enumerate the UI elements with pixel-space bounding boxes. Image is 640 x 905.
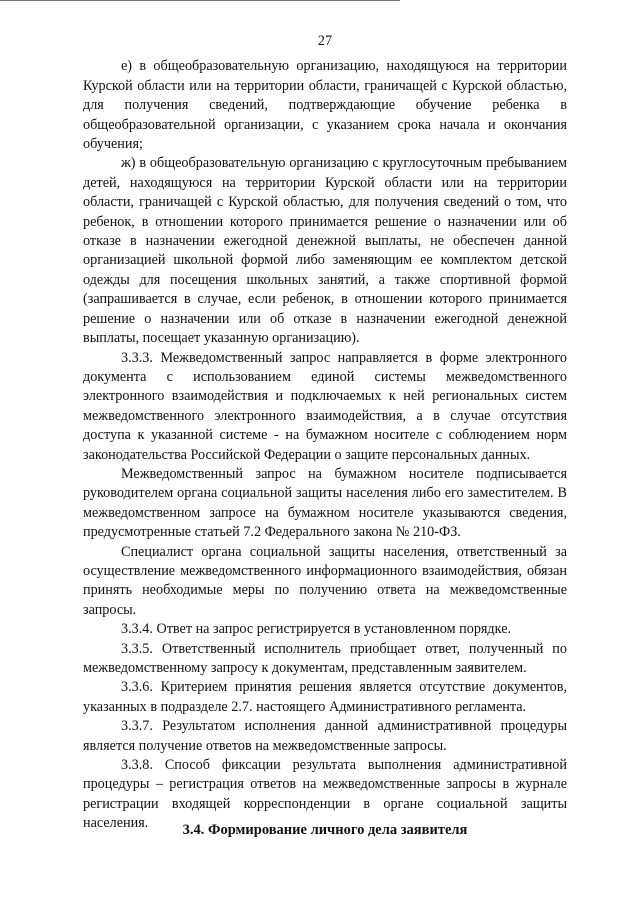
paragraph-3-3-7: 3.3.7. Результатом исполнения данной административной процедуры является получение ответов на межведомственные запросы. — [83, 718, 567, 754]
paragraph-3-3-3: 3.3.3. Межведомственный запрос направляется в форме электронного документа с использованием единой системы межведомственного электронного взаимодействия и подключаемых к ней региональных систем межведомственного электронного взаимодействия, а в случае отсутствия доступа к указанной системе - на бумажном носителе с соблюдением норм законодательства Российской Федерации о защите персональных данных. — [83, 349, 567, 463]
page-number: 27 — [317, 33, 333, 49]
scan-border-line — [0, 0, 400, 1]
paragraph-3-3-4: 3.3.4. Ответ на запрос регистрируется в установленном порядке. — [121, 621, 512, 638]
paragraph-item-e: е) в общеобразовательную организацию, находящуюся на территории Курской области или на территории области, граничащей с Курской областью, для получения сведений, подтверждающие обучение ребенка в общеобразовательной организации, с указанием срока начала и окончания обучения; — [83, 58, 567, 153]
paragraph-specialist: Специалист органа социальной защиты населения, ответственный за осуществление межведомственного информационного взаимодействия, обязан принять необходимые меры по получению ответа на межведомственные запросы. — [83, 543, 567, 618]
document-page — [83, 32, 567, 834]
paragraph-3-3-5: 3.3.5. Ответственный исполнитель приобщает ответ, полученный по межведомственному запросу к документам, представленным заявителем. — [83, 640, 567, 676]
section-heading: 3.4. Формирование личного дела заявителя — [182, 822, 468, 838]
paragraph-3-3-8: 3.3.8. Способ фиксации результата выполнения административной процедуры – регистрация ответов на межведомственные запросы в журнале регистрации входящей корреспонденции в органе социальной защиты населения. — [83, 757, 567, 832]
paragraph-paper-request: Межведомственный запрос на бумажном носителе подписывается руководителем органа социальной защиты населения либо его заместителем. В межведомственном запросе на бумажном носителе указываются сведения, предусмотренные статьей 7.2 Федерального закона № 210-ФЗ. — [83, 465, 567, 541]
paragraph-item-zh: ж) в общеобразовательную организацию с круглосуточным пребыванием детей, находящуюся на территории Курской области или на территории области, граничащей с Курской областью, для получения сведений о том, что ребенок, в отношении которого принимается решение о назначении или об отказе в назначении ежегодной денежной выплаты, не обеспечен данной организацией школьной формой либо заменяющим ее комплектом детской одежды для посещения школьных занятий, а также спортивной формой (запрашивается в случае, если ребенок, в отношении которого принимается решение о назначении или об отказе в назначении ежегодной денежной выплаты, посещает указанную организацию). — [83, 155, 567, 347]
paragraph-3-3-6: 3.3.6. Критерием принятия решения является отсутствие документов, указанных в подразделе 2.7. настоящего Административного регламента. — [83, 679, 567, 715]
